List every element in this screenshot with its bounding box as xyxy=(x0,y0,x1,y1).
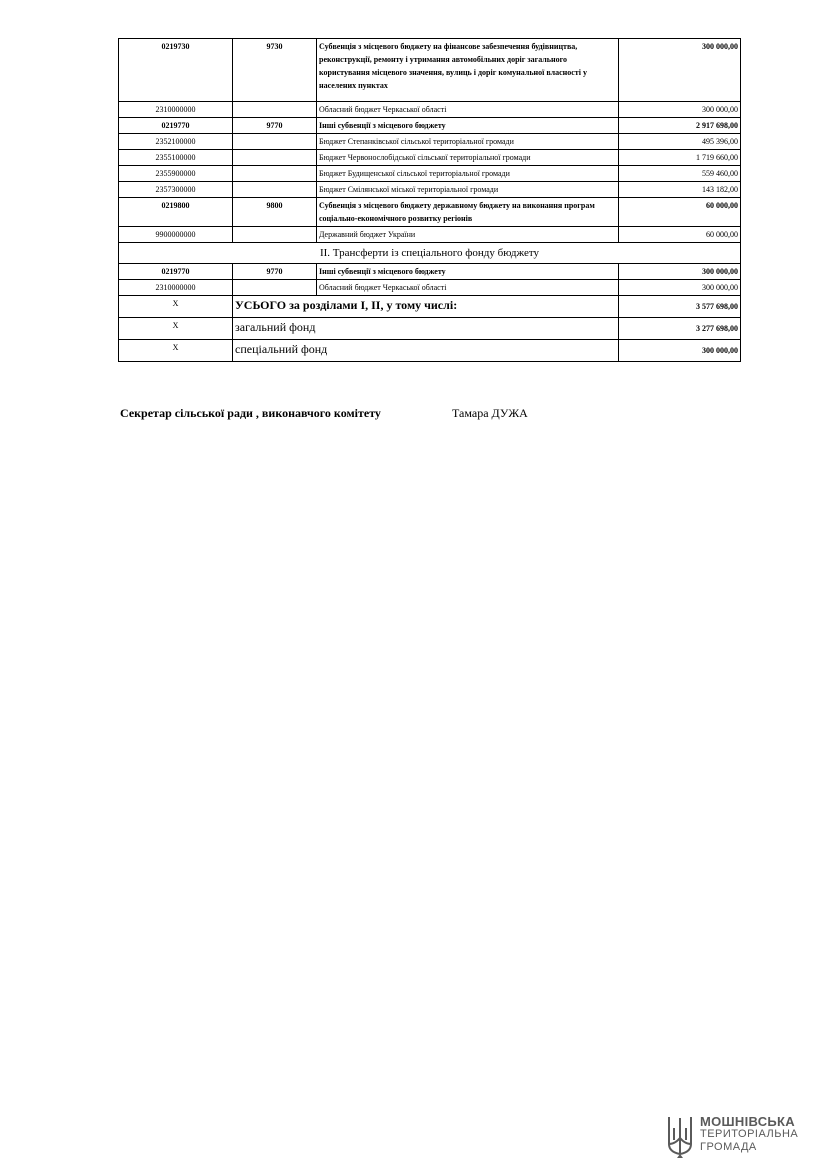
budget-name: Бюджет Смілянської міської територіальної громади xyxy=(317,182,619,198)
total-label: спеціальний фонд xyxy=(233,340,619,362)
total-row xyxy=(119,340,741,362)
transfer-amount: 495 396,00 xyxy=(619,134,741,150)
total-amount: 300 000,00 xyxy=(619,340,741,362)
total-row xyxy=(119,318,741,340)
budget-code: 2355100000 xyxy=(119,150,233,166)
kfk-code: 9770 xyxy=(233,264,317,280)
table-row xyxy=(119,264,741,280)
kfk-code xyxy=(233,166,317,182)
total-label: загальний фонд xyxy=(233,318,619,340)
kfk-code: 9800 xyxy=(233,198,317,227)
total-mark: Х xyxy=(119,296,233,318)
program-code: 0219800 xyxy=(119,198,233,227)
transfer-amount: 559 460,00 xyxy=(619,166,741,182)
program-code: 0219730 xyxy=(119,39,233,102)
section-title: ІІ. Трансферти із спеціального фонду бюджету xyxy=(119,243,741,264)
table-row xyxy=(119,227,741,243)
transfer-amount: 300 000,00 xyxy=(619,280,741,296)
table-row xyxy=(119,134,741,150)
budget-code: 2355900000 xyxy=(119,166,233,182)
trident-icon xyxy=(666,1114,694,1158)
transfers-table xyxy=(118,38,741,362)
kfk-code xyxy=(233,134,317,150)
total-amount: 3 277 698,00 xyxy=(619,318,741,340)
transfer-name: Субвенція з місцевого бюджету на фінансове забезпечення будівництва, реконструкції, ремонту і утримання автомобільних доріг загального користування місцевого значення, вулиць і доріг комунальної власності у населених пунктах xyxy=(317,39,619,102)
budget-code: 2352100000 xyxy=(119,134,233,150)
table-row xyxy=(119,118,741,134)
program-code: 0219770 xyxy=(119,264,233,280)
budget-name: Обласний бюджет Черкаської області xyxy=(317,102,619,118)
transfer-name: Субвенція з місцевого бюджету державному бюджету на виконання програм соціально-економічного розвитку регіонів xyxy=(317,198,619,227)
total-mark: Х xyxy=(119,340,233,362)
community-logo xyxy=(666,1114,816,1158)
total-label: УСЬОГО за розділами І, ІІ, у тому числі: xyxy=(233,296,619,318)
transfer-name: Інші субвенції з місцевого бюджету xyxy=(317,264,619,280)
logo-line-2: ТЕРИТОРІАЛЬНА xyxy=(700,1128,799,1140)
table-row xyxy=(119,150,741,166)
budget-code: 9900000000 xyxy=(119,227,233,243)
budget-code: 2310000000 xyxy=(119,280,233,296)
budget-name: Обласний бюджет Черкаської області xyxy=(317,280,619,296)
table-row xyxy=(119,39,741,102)
kfk-code xyxy=(233,280,317,296)
budget-name: Бюджет Червонослобідської сільської територіальної громади xyxy=(317,150,619,166)
signatory-title: Секретар сільської ради , виконавчого комітету xyxy=(120,406,381,420)
kfk-code: 9730 xyxy=(233,39,317,102)
table-row xyxy=(119,166,741,182)
signature-block xyxy=(120,406,740,422)
transfer-amount: 300 000,00 xyxy=(619,264,741,280)
table-row xyxy=(119,182,741,198)
total-mark: Х xyxy=(119,318,233,340)
kfk-code xyxy=(233,102,317,118)
transfer-name: Інші субвенції з місцевого бюджету xyxy=(317,118,619,134)
table-row xyxy=(119,102,741,118)
total-amount: 3 577 698,00 xyxy=(619,296,741,318)
signatory-name: Тамара ДУЖА xyxy=(452,406,528,420)
transfer-amount: 143 182,00 xyxy=(619,182,741,198)
budget-code: 2357300000 xyxy=(119,182,233,198)
logo-wordmark xyxy=(700,1115,798,1154)
transfer-amount: 300 000,00 xyxy=(619,102,741,118)
section-header-row xyxy=(119,243,741,264)
transfer-amount: 60 000,00 xyxy=(619,198,741,227)
budget-code: 2310000000 xyxy=(119,102,233,118)
total-row xyxy=(119,296,741,318)
program-code: 0219770 xyxy=(119,118,233,134)
budget-name: Бюджет Степанківської сільської територіальної громади xyxy=(317,134,619,150)
kfk-code xyxy=(233,182,317,198)
transfer-amount: 60 000,00 xyxy=(619,227,741,243)
logo-line-3: ГРОМАДА xyxy=(700,1141,757,1153)
kfk-code xyxy=(233,150,317,166)
budget-name: Державний бюджет України xyxy=(317,227,619,243)
kfk-code: 9770 xyxy=(233,118,317,134)
table-row xyxy=(119,280,741,296)
transfer-amount: 1 719 660,00 xyxy=(619,150,741,166)
table-row xyxy=(119,198,741,227)
logo-line-1: МОШНІВСЬКА xyxy=(700,1114,795,1129)
kfk-code xyxy=(233,227,317,243)
transfer-amount: 2 917 698,00 xyxy=(619,118,741,134)
transfer-amount: 300 000,00 xyxy=(619,39,741,102)
budget-name: Бюджет Будищенської сільської територіальної громади xyxy=(317,166,619,182)
